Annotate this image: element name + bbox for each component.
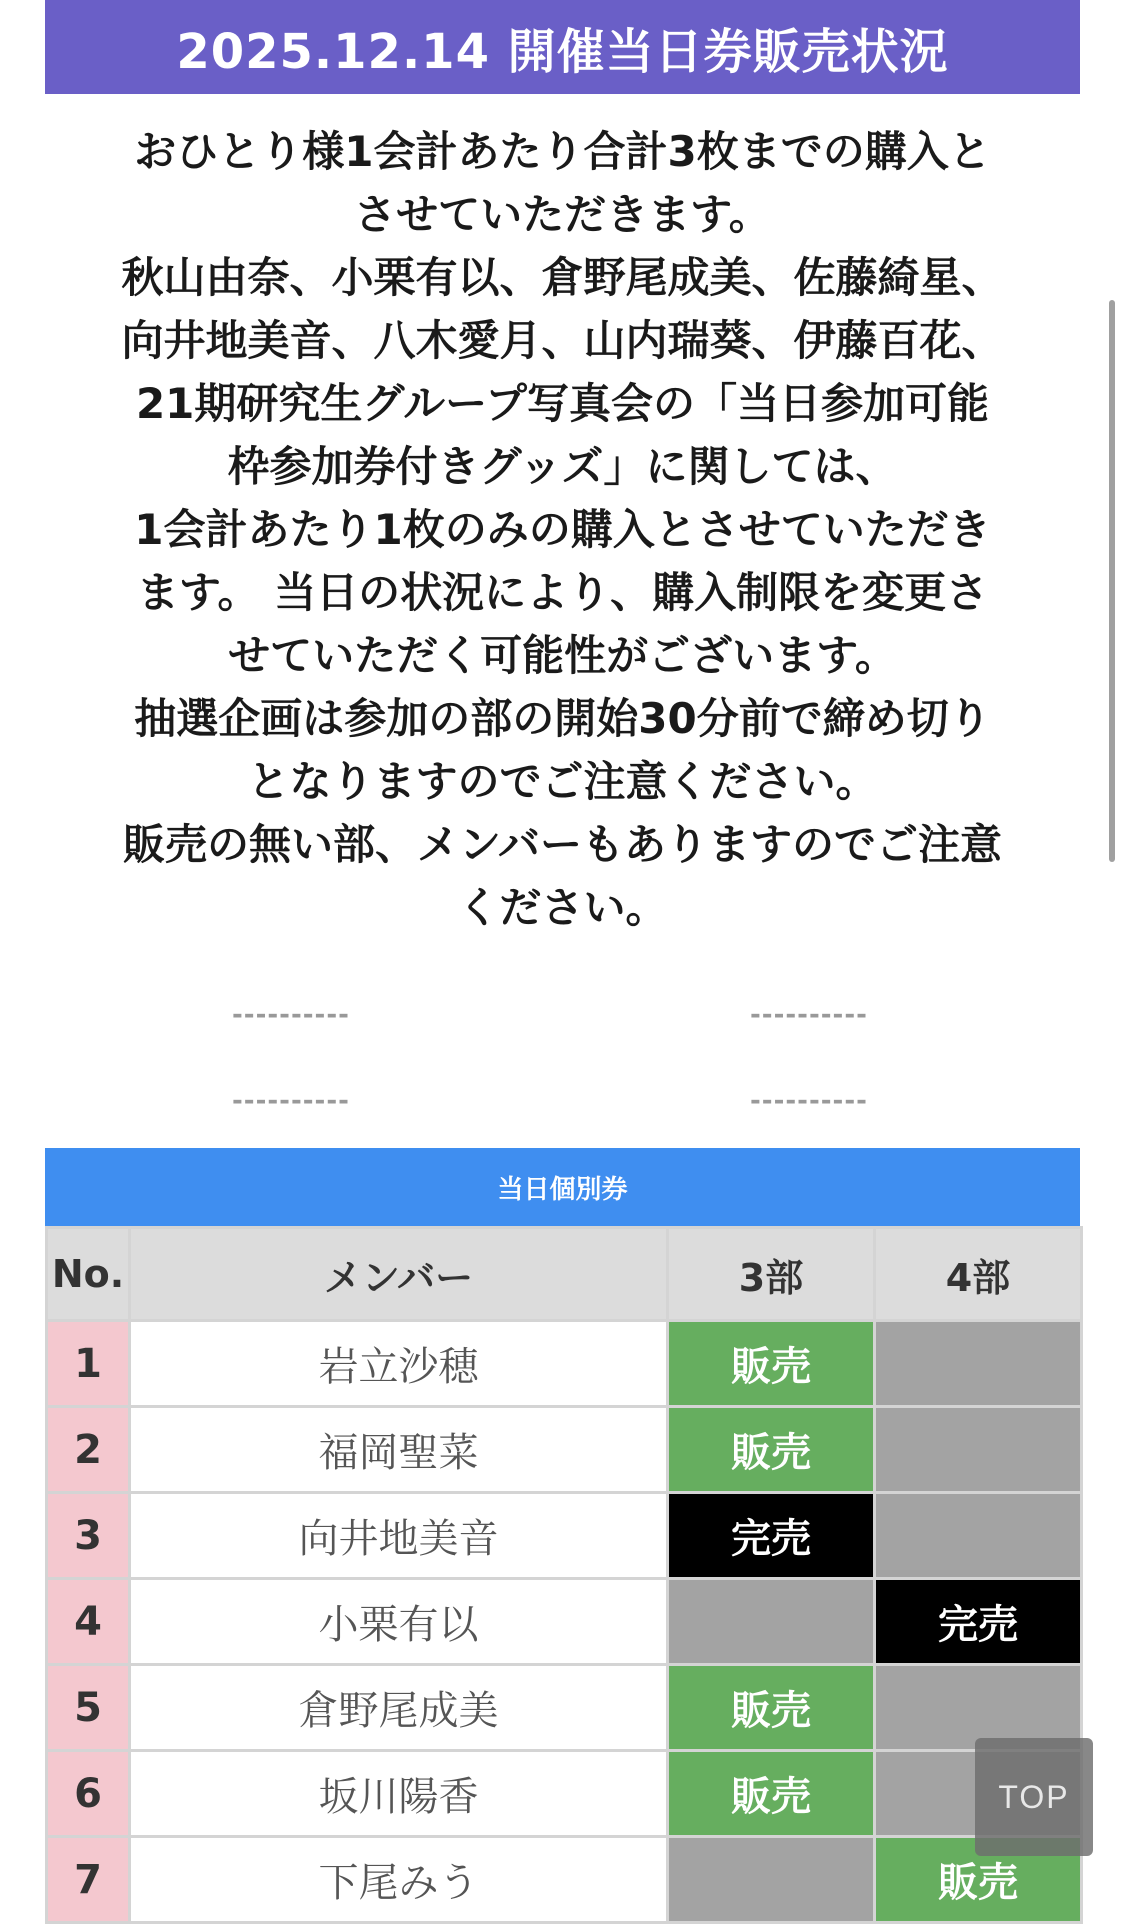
header-member: メンバー — [131, 1229, 666, 1319]
row-number: 5 — [48, 1666, 128, 1749]
member-name: 倉野尾成美 — [131, 1666, 666, 1749]
status-part4 — [876, 1494, 1080, 1577]
notice-line: 秋山由奈、小栗有以、倉野尾成美、佐藤綺星、 — [121, 253, 1004, 302]
row-number: 1 — [48, 1322, 128, 1405]
member-name: 向井地美音 — [131, 1494, 666, 1577]
member-name: 岩立沙穂 — [131, 1322, 666, 1405]
page-banner — [45, 0, 1080, 94]
status-part3: 販売 — [669, 1408, 873, 1491]
table-row — [48, 1494, 1080, 1577]
status-part3: 販売 — [669, 1752, 873, 1835]
row-number: 4 — [48, 1580, 128, 1663]
table-header-row — [48, 1229, 1080, 1319]
status-part3: 販売 — [669, 1322, 873, 1405]
placeholder-dashes: ---------- — [750, 1086, 868, 1116]
table-row — [48, 1838, 1080, 1921]
row-number: 6 — [48, 1752, 128, 1835]
notice-line: 抽選企画は参加の部の開始30分前で締め切り — [134, 694, 991, 743]
notice-line: させていただきます。 — [354, 190, 771, 239]
notice-line: となりますのでご注意ください。 — [247, 757, 878, 806]
status-part4 — [876, 1408, 1080, 1491]
top-button-label: TOP — [998, 1778, 1070, 1815]
status-part4: 完売 — [876, 1580, 1080, 1663]
notice-line: ください。 — [457, 883, 668, 932]
notice-line: せていただく可能性がございます。 — [228, 631, 897, 680]
member-name: 福岡聖菜 — [131, 1408, 666, 1491]
section-title — [45, 1148, 1080, 1226]
table-row — [48, 1322, 1080, 1405]
notice-line: おひとり様1会計あたり合計3枚までの購入と — [134, 127, 991, 176]
member-name: 坂川陽香 — [131, 1752, 666, 1835]
member-name: 下尾みう — [131, 1838, 666, 1921]
status-part4 — [876, 1666, 1080, 1749]
header-part4: 4部 — [876, 1229, 1080, 1319]
placeholder-dashes: ---------- — [232, 1000, 350, 1030]
placeholder-dashes: ---------- — [232, 1086, 350, 1116]
notice-line: 向井地美音、八木愛月、山内瑞葵、伊藤百花、 — [121, 316, 1004, 365]
notice-text — [60, 120, 1065, 939]
status-part3: 販売 — [669, 1666, 873, 1749]
placeholder-dashes: ---------- — [750, 1000, 868, 1030]
status-part3 — [669, 1838, 873, 1921]
notice-line: 1会計あたり1枚のみの購入とさせていただき — [134, 505, 991, 554]
notice-line: ます。 当日の状況により、購入制限を変更さ — [136, 568, 989, 617]
table-row — [48, 1666, 1080, 1749]
table-row — [48, 1752, 1080, 1835]
row-number: 7 — [48, 1838, 128, 1921]
row-number: 3 — [48, 1494, 128, 1577]
member-name: 小栗有以 — [131, 1580, 666, 1663]
header-no: No. — [48, 1229, 128, 1319]
scroll-to-top-button[interactable] — [975, 1738, 1093, 1856]
header-part3: 3部 — [669, 1229, 873, 1319]
page-scrollbar[interactable] — [1109, 300, 1115, 862]
status-part4: 販売 — [876, 1838, 1080, 1921]
notice-line: 販売の無い部、メンバーもありますのでご注意 — [122, 820, 1003, 869]
table-row — [48, 1580, 1080, 1663]
ticket-status-table — [45, 1226, 1083, 1924]
row-number: 2 — [48, 1408, 128, 1491]
table-row — [48, 1408, 1080, 1491]
section-title-text: 当日個別券 — [497, 1174, 628, 1205]
status-part3 — [669, 1580, 873, 1663]
banner-title: 2025.12.14 開催当日券販売状況 — [176, 23, 949, 80]
notice-line: 21期研究生グループ写真会の「当日参加可能 — [135, 379, 990, 428]
status-part4 — [876, 1322, 1080, 1405]
status-part3: 完売 — [669, 1494, 873, 1577]
notice-line: 枠参加券付きグッズ」に関しては、 — [227, 442, 898, 491]
